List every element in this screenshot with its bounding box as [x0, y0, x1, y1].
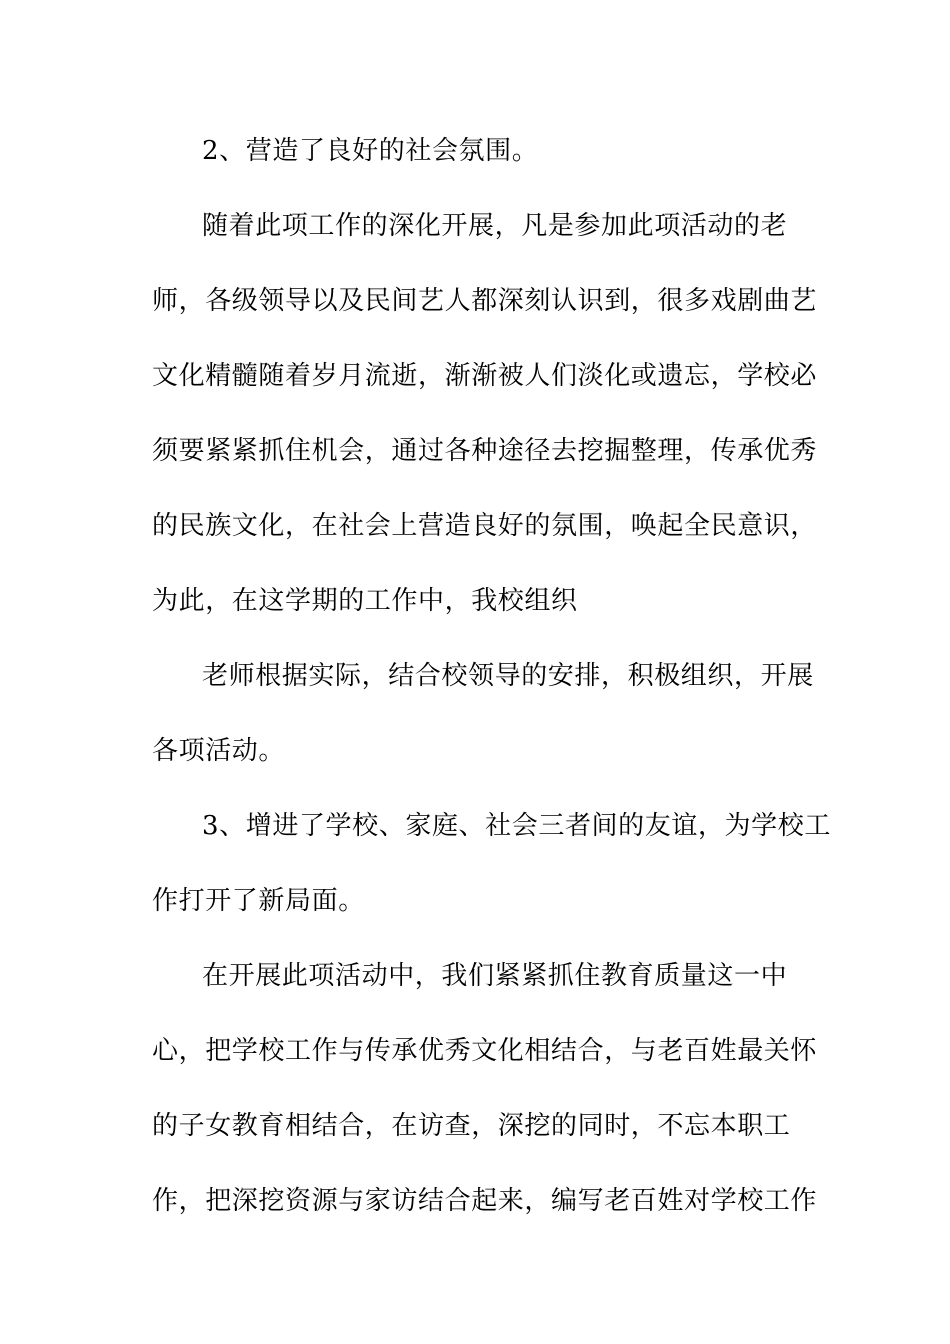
text-line: 随着此项工作的深化开展，凡是参加此项活动的老 — [202, 211, 788, 241]
text-line: 的子女教育相结合，在访查，深挖的同时，不忘本职工 — [152, 1111, 791, 1141]
text-line: 须要紧紧抓住机会，通过各种途径去挖掘整理，传承优秀 — [152, 436, 818, 466]
text-line: 在开展此项活动中，我们紧紧抓住教育质量这一中 — [202, 961, 788, 991]
text-line: 心，把学校工作与传承优秀文化相结合，与老百姓最关怀 — [152, 1036, 818, 1066]
text-line: 的民族文化，在社会上营造良好的氛围，唤起全民意识， — [152, 511, 818, 541]
paragraph-heading-2: 2、营造了良好的社会氛围。 — [202, 136, 539, 166]
text-line: 老师根据实际，结合校领导的安排，积极组织，开展 — [202, 661, 814, 691]
text-line: 文化精髓随着岁月流逝，渐渐被人们淡化或遗忘，学校必 — [152, 361, 818, 391]
text-line: 作，把深挖资源与家访结合起来，编写老百姓对学校工作 — [152, 1186, 818, 1216]
text-line: 为此，在这学期的工作中，我校组织 — [152, 586, 578, 616]
text-line: 师，各级领导以及民间艺人都深刻认识到，很多戏剧曲艺 — [152, 286, 818, 316]
text-line: 各项活动。 — [152, 736, 286, 766]
text-line: 作打开了新局面。 — [152, 886, 365, 916]
paragraph-heading-3: 3、增进了学校、家庭、社会三者间的友谊，为学校工 — [202, 811, 831, 841]
